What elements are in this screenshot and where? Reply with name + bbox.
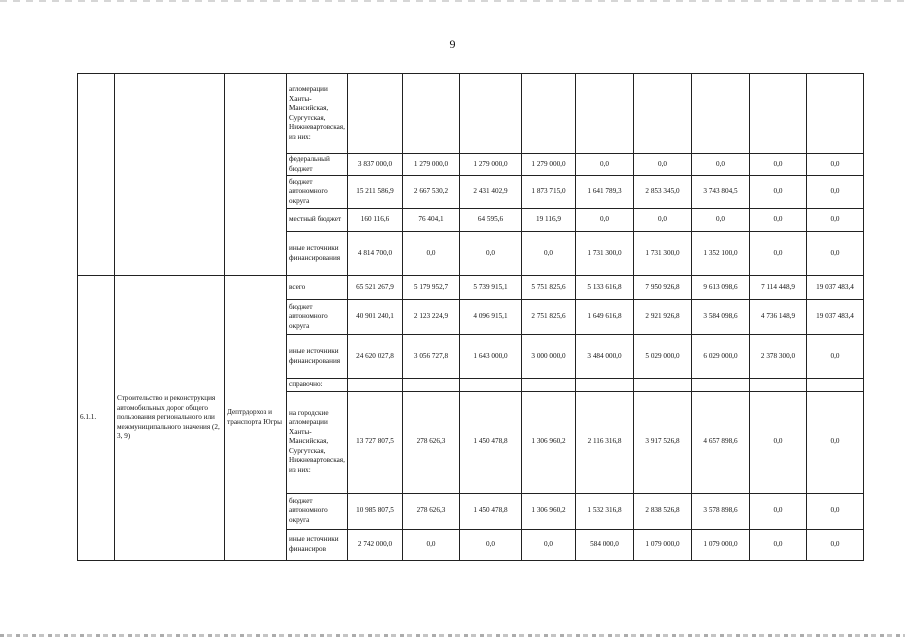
value-cell: 6 029 000,0 xyxy=(692,335,750,379)
value-cell: 0,0 xyxy=(807,391,864,493)
value-cell: 0,0 xyxy=(692,209,750,232)
value-cell: 1 279 000,0 xyxy=(522,154,576,176)
value-cell: 3 743 804,5 xyxy=(692,176,750,209)
value-cell: 1 643 000,0 xyxy=(460,335,522,379)
value-cell xyxy=(807,74,864,154)
value-cell: 13 727 807,5 xyxy=(348,391,403,493)
source-label: агломерации Ханты-Мансийская, Сургутская, Нижневартовская, из них: xyxy=(287,74,348,154)
value-cell xyxy=(634,74,692,154)
value-cell: 4 096 915,1 xyxy=(460,300,522,335)
value-cell: 1 306 960,2 xyxy=(522,493,576,529)
value-cell: 160 116,6 xyxy=(348,209,403,232)
name-cell-empty xyxy=(115,74,225,276)
value-cell: 0,0 xyxy=(460,529,522,560)
value-cell xyxy=(750,379,807,392)
page-number: 9 xyxy=(449,37,456,51)
value-cell: 0,0 xyxy=(403,529,460,560)
value-cell: 5 179 952,7 xyxy=(403,276,460,300)
value-cell xyxy=(348,379,403,392)
value-cell: 0,0 xyxy=(576,154,634,176)
value-cell: 2 921 926,8 xyxy=(634,300,692,335)
value-cell: 1 731 300,0 xyxy=(634,232,692,276)
section-name: Строительство и реконструкция автомобильных дорог общего пользования регионального или межмуниципального значения (2, 3, 9) xyxy=(115,276,225,561)
value-cell: 1 352 100,0 xyxy=(692,232,750,276)
value-cell: 1 079 000,0 xyxy=(692,529,750,560)
value-cell: 1 079 000,0 xyxy=(634,529,692,560)
value-cell: 0,0 xyxy=(807,232,864,276)
source-label: иные источники финансиров xyxy=(287,529,348,560)
budget-table xyxy=(77,73,864,561)
value-cell: 1 641 789,3 xyxy=(576,176,634,209)
executor-cell-empty xyxy=(225,74,287,276)
value-cell: 76 404,1 xyxy=(403,209,460,232)
value-cell: 0,0 xyxy=(750,493,807,529)
value-cell xyxy=(522,379,576,392)
value-cell: 10 985 807,5 xyxy=(348,493,403,529)
value-cell: 3 584 098,6 xyxy=(692,300,750,335)
value-cell: 0,0 xyxy=(460,232,522,276)
value-cell: 0,0 xyxy=(750,232,807,276)
value-cell: 3 484 000,0 xyxy=(576,335,634,379)
value-cell: 0,0 xyxy=(692,154,750,176)
value-cell: 2 123 224,9 xyxy=(403,300,460,335)
value-cell: 0,0 xyxy=(807,154,864,176)
value-cell: 1 731 300,0 xyxy=(576,232,634,276)
value-cell: 0,0 xyxy=(522,529,576,560)
source-label: федеральный бюджет xyxy=(287,154,348,176)
value-cell: 19 037 483,4 xyxy=(807,276,864,300)
value-cell: 0,0 xyxy=(807,529,864,560)
value-cell: 0,0 xyxy=(576,209,634,232)
value-cell xyxy=(750,74,807,154)
scan-edge-bottom xyxy=(0,634,905,637)
value-cell: 0,0 xyxy=(807,493,864,529)
source-label: иные источники финансирования xyxy=(287,335,348,379)
value-cell: 2 838 526,8 xyxy=(634,493,692,529)
section-code: 6.1.1. xyxy=(78,276,115,561)
source-label: местный бюджет xyxy=(287,209,348,232)
value-cell: 2 378 300,0 xyxy=(750,335,807,379)
source-label: бюджет автономного округа xyxy=(287,176,348,209)
budget-table-body xyxy=(78,74,864,561)
value-cell: 1 279 000,0 xyxy=(460,154,522,176)
source-label: бюджет автономного округа xyxy=(287,493,348,529)
source-label: всего xyxy=(287,276,348,300)
value-cell: 3 837 000,0 xyxy=(348,154,403,176)
value-cell: 1 873 715,0 xyxy=(522,176,576,209)
value-cell: 0,0 xyxy=(634,209,692,232)
value-cell: 1 649 616,8 xyxy=(576,300,634,335)
value-cell: 1 279 000,0 xyxy=(403,154,460,176)
source-label: справочно: xyxy=(287,379,348,392)
value-cell xyxy=(692,379,750,392)
value-cell: 0,0 xyxy=(807,335,864,379)
value-cell xyxy=(403,379,460,392)
value-cell: 3 000 000,0 xyxy=(522,335,576,379)
source-label: иные источники финансирования xyxy=(287,232,348,276)
value-cell: 5 739 915,1 xyxy=(460,276,522,300)
value-cell xyxy=(460,379,522,392)
value-cell: 1 450 478,8 xyxy=(460,391,522,493)
value-cell: 0,0 xyxy=(750,209,807,232)
value-cell: 278 626,3 xyxy=(403,493,460,529)
value-cell: 4 736 148,9 xyxy=(750,300,807,335)
value-cell xyxy=(348,74,403,154)
value-cell: 1 450 478,8 xyxy=(460,493,522,529)
value-cell: 3 056 727,8 xyxy=(403,335,460,379)
value-cell: 0,0 xyxy=(750,154,807,176)
value-cell: 19 037 483,4 xyxy=(807,300,864,335)
value-cell: 0,0 xyxy=(634,154,692,176)
value-cell: 2 116 316,8 xyxy=(576,391,634,493)
value-cell: 7 114 448,9 xyxy=(750,276,807,300)
value-cell: 4 814 700,0 xyxy=(348,232,403,276)
value-cell xyxy=(692,74,750,154)
value-cell: 1 306 960,2 xyxy=(522,391,576,493)
code-cell-empty xyxy=(78,74,115,276)
value-cell: 65 521 267,9 xyxy=(348,276,403,300)
table-row xyxy=(78,276,864,300)
value-cell: 5 751 825,6 xyxy=(522,276,576,300)
value-cell: 5 133 616,8 xyxy=(576,276,634,300)
value-cell: 19 116,9 xyxy=(522,209,576,232)
value-cell: 5 029 000,0 xyxy=(634,335,692,379)
value-cell: 0,0 xyxy=(403,232,460,276)
value-cell: 584 000,0 xyxy=(576,529,634,560)
value-cell: 7 950 926,8 xyxy=(634,276,692,300)
value-cell: 278 626,3 xyxy=(403,391,460,493)
value-cell: 0,0 xyxy=(807,176,864,209)
scan-edge-top xyxy=(0,0,905,2)
value-cell xyxy=(576,74,634,154)
value-cell: 24 620 027,8 xyxy=(348,335,403,379)
value-cell: 0,0 xyxy=(750,391,807,493)
value-cell xyxy=(576,379,634,392)
value-cell: 3 917 526,8 xyxy=(634,391,692,493)
value-cell: 1 532 316,8 xyxy=(576,493,634,529)
value-cell: 2 431 402,9 xyxy=(460,176,522,209)
value-cell: 2 751 825,6 xyxy=(522,300,576,335)
value-cell: 2 667 530,2 xyxy=(403,176,460,209)
value-cell: 0,0 xyxy=(522,232,576,276)
value-cell xyxy=(522,74,576,154)
value-cell: 0,0 xyxy=(750,176,807,209)
value-cell: 0,0 xyxy=(807,209,864,232)
value-cell: 4 657 898,6 xyxy=(692,391,750,493)
value-cell: 2 853 345,0 xyxy=(634,176,692,209)
value-cell: 0,0 xyxy=(750,529,807,560)
value-cell: 64 595,6 xyxy=(460,209,522,232)
value-cell xyxy=(634,379,692,392)
value-cell: 40 901 240,1 xyxy=(348,300,403,335)
value-cell xyxy=(460,74,522,154)
table-row xyxy=(78,74,864,154)
value-cell: 3 578 898,6 xyxy=(692,493,750,529)
value-cell: 9 613 098,6 xyxy=(692,276,750,300)
value-cell: 15 211 586,9 xyxy=(348,176,403,209)
value-cell: 2 742 000,0 xyxy=(348,529,403,560)
value-cell xyxy=(403,74,460,154)
section-executor: Дептрдорхоз и транспорта Югры xyxy=(225,276,287,561)
value-cell xyxy=(807,379,864,392)
source-label: бюджет автономного округа xyxy=(287,300,348,335)
source-label: на городские агломерации Ханты-Мансийская, Сургутская, Нижневартовская, из них: xyxy=(287,391,348,493)
